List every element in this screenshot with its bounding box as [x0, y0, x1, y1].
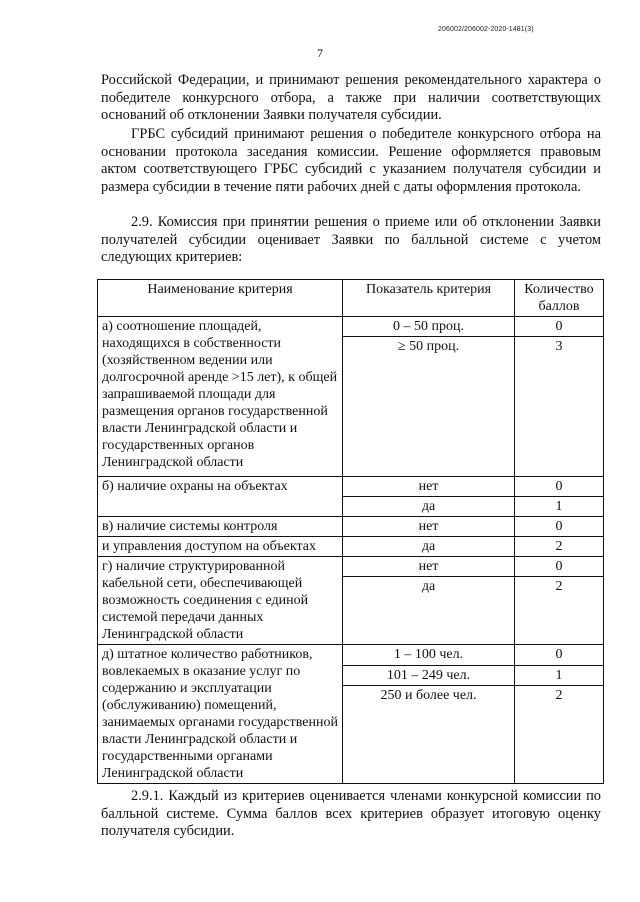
table-row: [98, 537, 604, 557]
indicator-v-1: нет: [343, 517, 515, 537]
paragraph-1: [101, 72, 601, 125]
table-row: [98, 477, 604, 497]
points-v-1: 0: [515, 517, 604, 537]
points-a-1: 0: [515, 317, 604, 337]
criterion-v-line-2: и управления доступом на объектах: [98, 537, 343, 557]
points-d-1: 0: [515, 645, 604, 666]
points-g-2: 2: [515, 577, 604, 645]
indicator-g-1: нет: [343, 557, 515, 577]
points-d-3: 2: [515, 686, 604, 784]
header-points: Количество баллов: [515, 280, 604, 317]
header-indicator: Показатель критерия: [343, 280, 515, 317]
table-row: [98, 557, 604, 577]
criteria-table: [97, 279, 604, 784]
document-id: 206002/206002-2020-1481(3): [438, 26, 534, 33]
indicator-a-2: ≥ 50 проц.: [343, 337, 515, 477]
header-criterion: Наименование критерия: [98, 280, 343, 317]
indicator-a-1: 0 – 50 проц.: [343, 317, 515, 337]
paragraph-3: [101, 214, 601, 267]
table-row: [98, 517, 604, 537]
indicator-g-2: да: [343, 577, 515, 645]
indicator-b-1: нет: [343, 477, 515, 497]
indicator-b-2: да: [343, 497, 515, 517]
points-v-2: 2: [515, 537, 604, 557]
paragraph-3-text: 2.9. Комиссия при принятии решения о приеме или об отклонении Заявки получателей субсидии оценивает Заявки по балльной системе с учетом следующих критериев:: [101, 214, 601, 265]
criterion-a: а) соотношение площадей, находящихся в собственности (хозяйственном ведении или долгосрочной аренде >15 лет), к общей запрашиваемой площади для размещения органов государственной власти Ленинградской области и государственных органов Ленинградской области: [98, 317, 343, 477]
indicator-d-2: 101 – 249 чел.: [343, 665, 515, 686]
table-row: [98, 317, 604, 337]
criterion-g: г) наличие структурированной кабельной сети, обеспечивающей возможность соединения с единой системой передачи данных Ленинградской области: [98, 557, 343, 645]
table-header-row: [98, 280, 604, 317]
points-a-2: 3: [515, 337, 604, 477]
paragraph-4: [101, 788, 601, 841]
indicator-d-3: 250 и более чел.: [343, 686, 515, 784]
criterion-b: б) наличие охраны на объектах: [98, 477, 343, 517]
indicator-v-2: да: [343, 537, 515, 557]
paragraph-2: [101, 126, 601, 196]
criterion-d: д) штатное количество работников, вовлекаемых в оказание услуг по содержанию и эксплуатации (обслуживанию) помещений, занимаемых органами государственной власти Ленинградской области и государственными органами Ленинградской области: [98, 645, 343, 784]
paragraph-4-text: 2.9.1. Каждый из критериев оценивается членами конкурсной комиссии по балльной системе. Сумма баллов всех критериев образует итоговую оценку получателя субсидии.: [101, 788, 601, 839]
paragraph-2-text: ГРБС субсидий принимают решения о победителе конкурсного отбора на основании протокола заседания комиссии. Решение оформляется правовым актом соответствующего ГРБС субсидий с указанием получателя субсидии и размера субсидии в течение пяти рабочих дней с даты оформления протокола.: [101, 126, 601, 195]
paragraph-1-text: Российской Федерации, и принимают решения рекомендательного характера о победителе конкурсного отбора, а также при наличии соответствующих оснований об отклонении Заявки получателя субсидии.: [101, 72, 601, 123]
table-row: [98, 645, 604, 666]
points-b-2: 1: [515, 497, 604, 517]
points-d-2: 1: [515, 665, 604, 686]
points-b-1: 0: [515, 477, 604, 497]
points-g-1: 0: [515, 557, 604, 577]
criterion-v-line-1: в) наличие системы контроля: [98, 517, 343, 537]
indicator-d-1: 1 – 100 чел.: [343, 645, 515, 666]
page-number: 7: [317, 46, 323, 60]
